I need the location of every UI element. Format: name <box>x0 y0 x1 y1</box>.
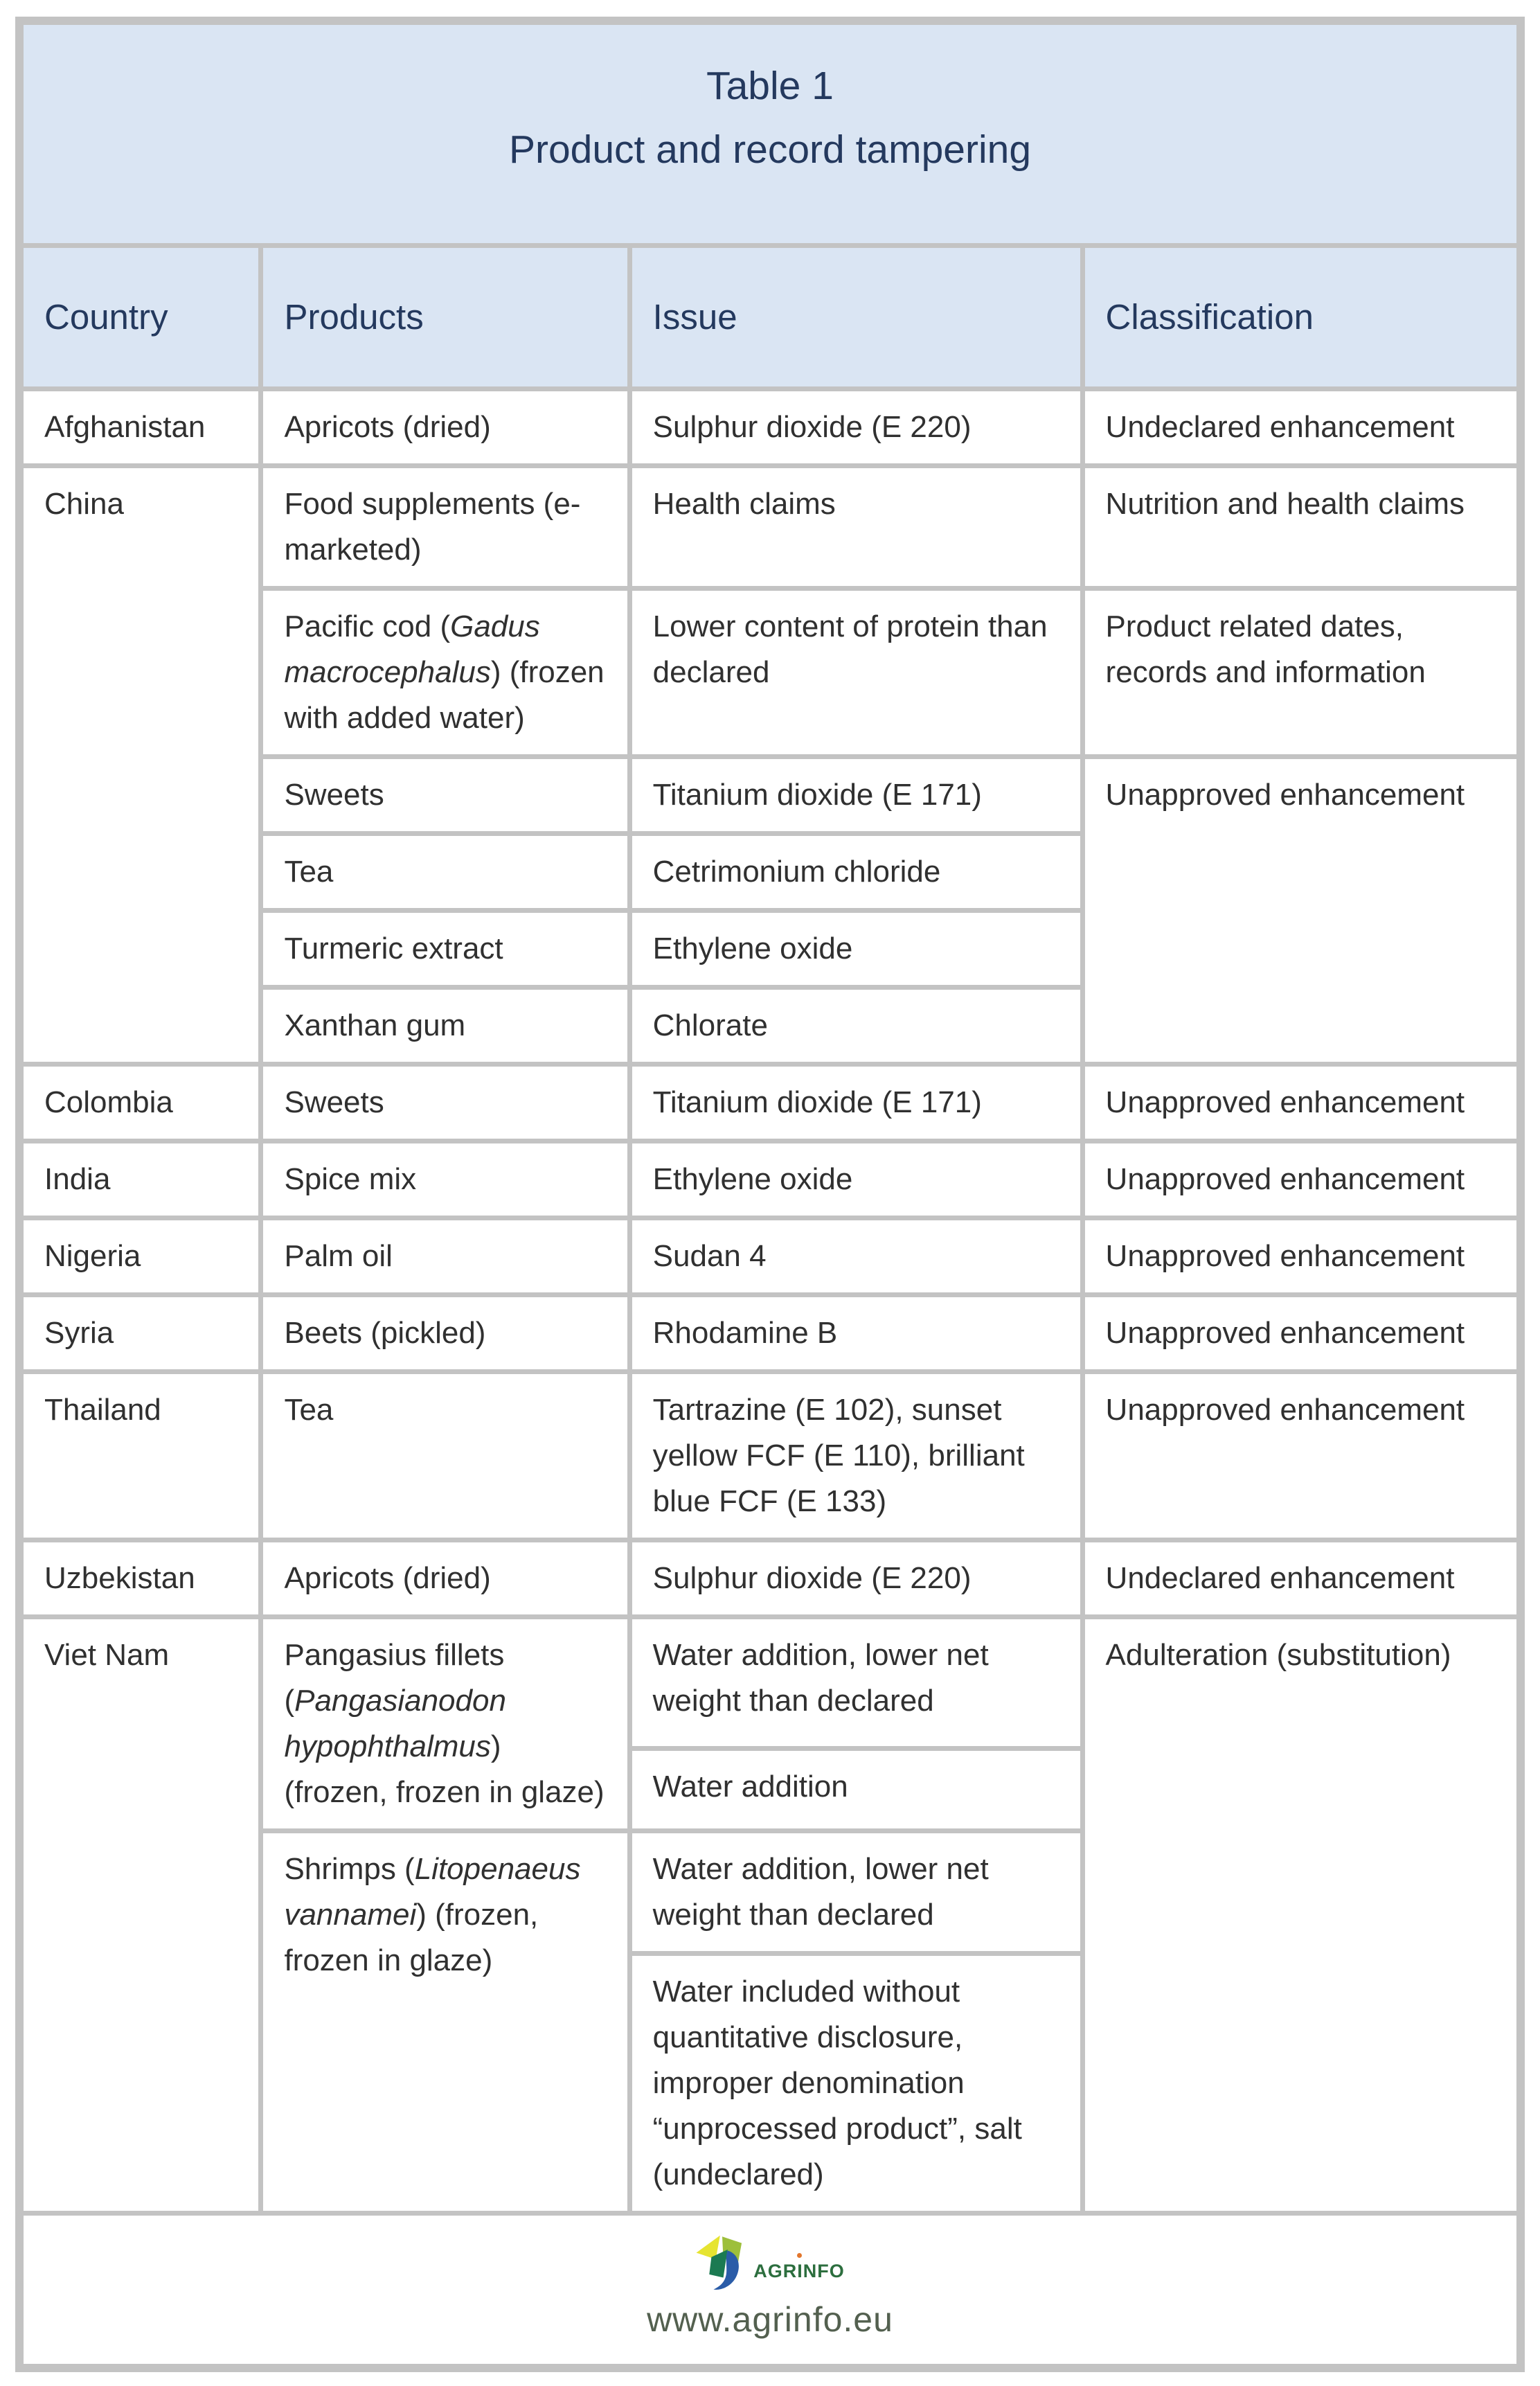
issue-cell: Ethylene oxide <box>632 913 1080 985</box>
issue-cell: Chlorate <box>632 990 1080 1062</box>
product-cell: Apricots (dried) <box>263 1542 627 1614</box>
column-header-classification: Classification <box>1085 248 1516 387</box>
product-cell: Sweets <box>263 1067 627 1139</box>
classification-cell: Unapproved enhancement <box>1085 1067 1516 1139</box>
footer-url: www.agrinfo.eu <box>647 2300 893 2340</box>
issue-cell: Water addition, lower net weight than declared <box>632 1833 1080 1951</box>
table-frame <box>15 17 1525 2372</box>
issue-cell: Water addition <box>632 1751 1080 1828</box>
product-cell: Pacific cod (Gadus macrocephalus) (frozen with added water) <box>263 591 627 754</box>
product-cell: Xanthan gum <box>263 990 627 1062</box>
issue-cell: Cetrimonium chloride <box>632 836 1080 908</box>
issue-cell: Lower content of protein than declared <box>632 591 1080 754</box>
agrinfo-logo <box>44 2234 1496 2295</box>
issue-cell: Rhodamine B <box>632 1297 1080 1369</box>
classification-cell: Unapproved enhancement <box>1085 1374 1516 1538</box>
table-row <box>24 1374 1516 1538</box>
table-row <box>24 1619 1516 1746</box>
issue-cell: Sulphur dioxide (E 220) <box>632 1542 1080 1614</box>
classification-cell: Product related dates, records and information <box>1085 591 1516 754</box>
issue-cell: Ethylene oxide <box>632 1143 1080 1216</box>
agrinfo-wordmark <box>753 2257 845 2295</box>
country-cell: Syria <box>24 1297 258 1369</box>
agrinfo-logo-icon <box>695 2234 749 2295</box>
country-cell: Viet Nam <box>24 1619 258 2211</box>
tampering-table <box>19 20 1521 2369</box>
table-row <box>24 1220 1516 1292</box>
caption-row <box>24 25 1516 243</box>
product-cell: Tea <box>263 836 627 908</box>
table-title: Product and record tampering <box>508 127 1032 172</box>
wordmark-i-dot <box>797 2253 802 2258</box>
product-cell: Turmeric extract <box>263 913 627 985</box>
country-cell: Thailand <box>24 1374 258 1538</box>
table-footer <box>24 2216 1516 2364</box>
issue-cell: Water included without quantitative disclosure, improper denomination “unprocessed product”, salt (undeclared) <box>632 1956 1080 2211</box>
classification-cell: Unapproved enhancement <box>1085 1143 1516 1216</box>
product-cell: Tea <box>263 1374 627 1538</box>
country-cell: Afghanistan <box>24 391 258 463</box>
classification-cell: Undeclared enhancement <box>1085 1542 1516 1614</box>
product-cell: Shrimps (Litopenaeus vannamei) (frozen, frozen in glaze) <box>263 1833 627 2211</box>
product-cell: Palm oil <box>263 1220 627 1292</box>
footer-row <box>24 2216 1516 2364</box>
classification-cell: Undeclared enhancement <box>1085 391 1516 463</box>
product-cell: Sweets <box>263 759 627 831</box>
issue-cell: Health claims <box>632 468 1080 586</box>
country-cell: China <box>24 468 258 1062</box>
issue-cell: Water addition, lower net weight than declared <box>632 1619 1080 1746</box>
classification-cell: Unapproved enhancement <box>1085 759 1516 1062</box>
header-row <box>24 248 1516 387</box>
issue-cell: Titanium dioxide (E 171) <box>632 759 1080 831</box>
product-cell: Spice mix <box>263 1143 627 1216</box>
product-cell: Pangasius fillets (Pangasianodon hypophthalmus) (frozen, frozen in glaze) <box>263 1619 627 1828</box>
classification-cell: Unapproved enhancement <box>1085 1220 1516 1292</box>
country-cell: Uzbekistan <box>24 1542 258 1614</box>
table-row <box>24 1143 1516 1216</box>
country-cell: India <box>24 1143 258 1216</box>
issue-cell: Sudan 4 <box>632 1220 1080 1292</box>
country-cell: Colombia <box>24 1067 258 1139</box>
table-row <box>24 1542 1516 1614</box>
table-row <box>24 1297 1516 1369</box>
classification-cell: Unapproved enhancement <box>1085 1297 1516 1369</box>
issue-cell: Tartrazine (E 102), sunset yellow FCF (E 110), brilliant blue FCF (E 133) <box>632 1374 1080 1538</box>
product-cell: Beets (pickled) <box>263 1297 627 1369</box>
issue-cell: Sulphur dioxide (E 220) <box>632 391 1080 463</box>
product-cell: Food supplements (e-marketed) <box>263 468 627 586</box>
table-row <box>24 391 1516 463</box>
column-header-products: Products <box>263 248 627 387</box>
country-cell: Nigeria <box>24 1220 258 1292</box>
table-row <box>24 468 1516 586</box>
table-row <box>24 1067 1516 1139</box>
product-cell: Apricots (dried) <box>263 391 627 463</box>
column-header-issue: Issue <box>632 248 1080 387</box>
table-number: Table 1 <box>706 64 834 108</box>
issue-cell: Titanium dioxide (E 171) <box>632 1067 1080 1139</box>
table-caption <box>24 25 1516 243</box>
classification-cell: Adulteration (substitution) <box>1085 1619 1516 2211</box>
agrinfo-wordmark-text: AGRINFO <box>753 2260 845 2281</box>
column-header-country: Country <box>24 248 258 387</box>
classification-cell: Nutrition and health claims <box>1085 468 1516 586</box>
